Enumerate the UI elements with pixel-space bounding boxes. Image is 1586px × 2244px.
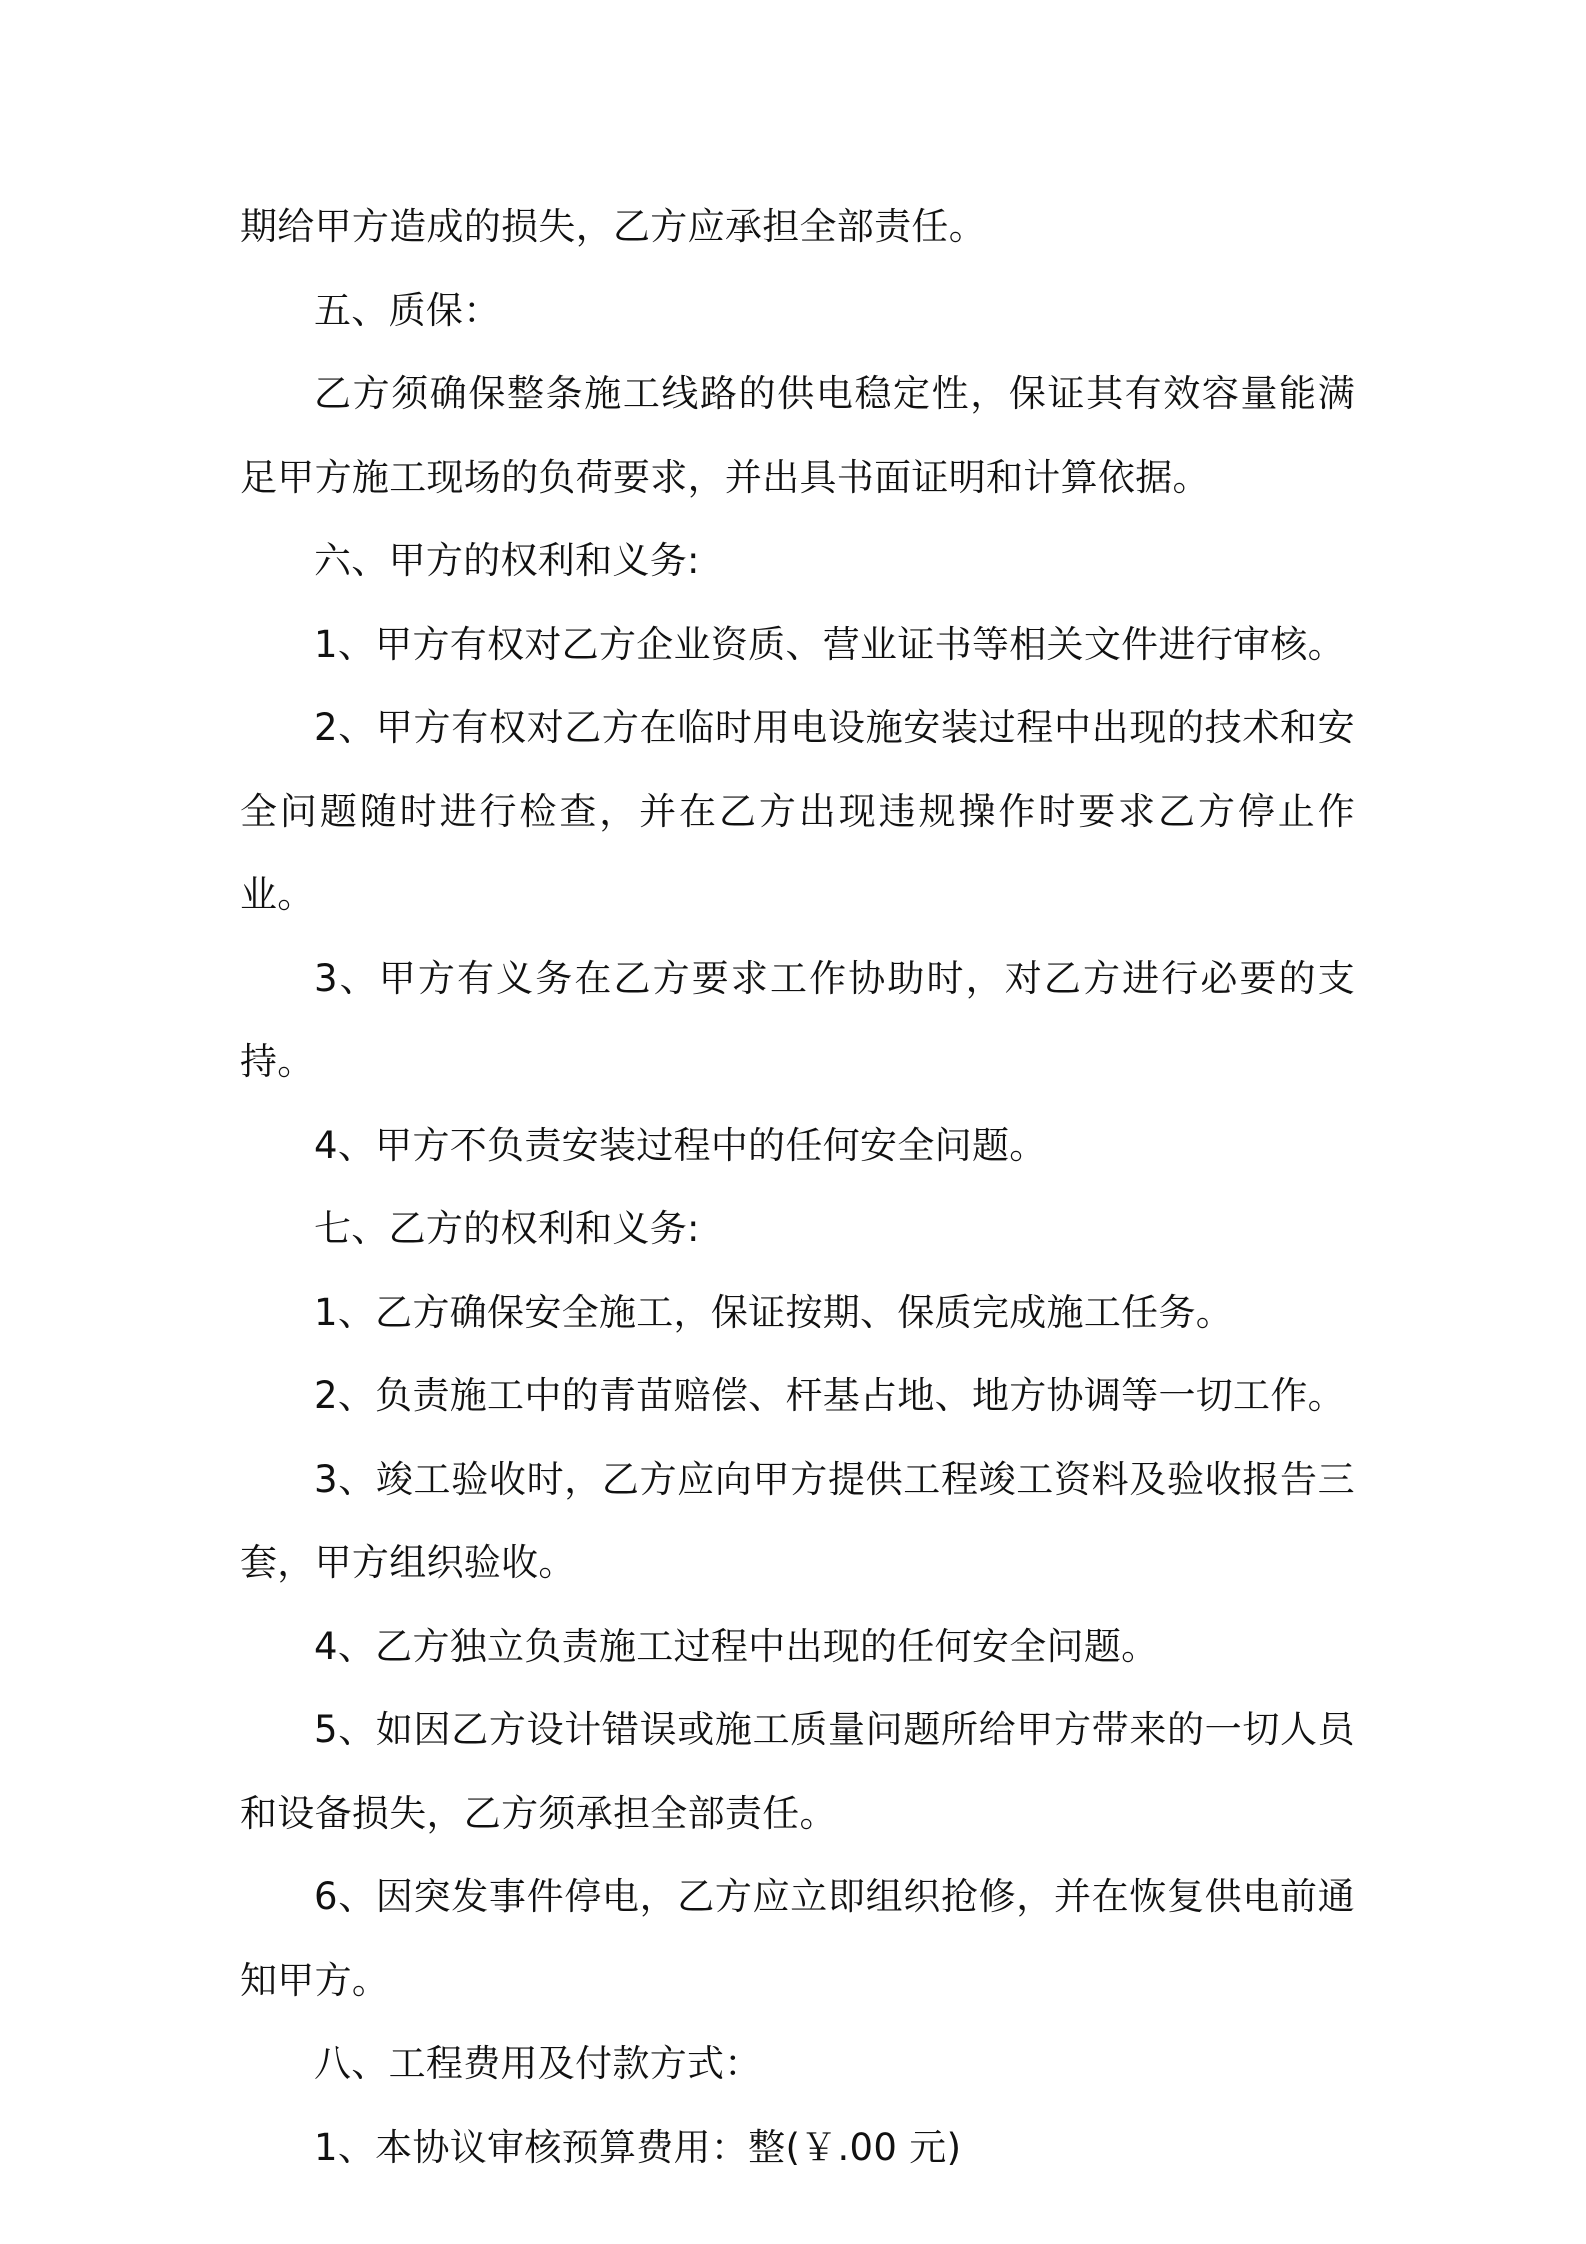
clause-fee-1: 1、本协议审核预算费用：整(￥.00 元) xyxy=(314,2125,962,2169)
clause-b-1: 1、乙方确保安全施工，保证按期、保质完成施工任务。 xyxy=(314,1290,1234,1334)
clause-a-4: 4、甲方不负责安装过程中的任何安全问题。 xyxy=(314,1123,1047,1167)
clause-b-6: 6、因突发事件停电，乙方应立即组织抢修，并在恢复供电前通知甲方。 xyxy=(240,1875,1355,2002)
clause-a-2: 2、甲方有权对乙方在临时用电设施安装过程中出现的技术和安全问题随时进行检查，并在乙方出现违规操作时要求乙方停止作业。 xyxy=(240,706,1355,916)
clause-b-2: 2、负责施工中的青苗赔偿、杆基占地、地方协调等一切工作。 xyxy=(314,1374,1345,1417)
document-body xyxy=(240,185,1355,2189)
section-heading-warranty: 五、质保： xyxy=(314,288,501,332)
clause-b-3: 3、竣工验收时，乙方应向甲方提供工程竣工资料及验收报告三套，甲方组织验收。 xyxy=(240,1457,1355,1584)
clause-a-1: 1、甲方有权对乙方企业资质、营业证书等相关文件进行审核。 xyxy=(314,622,1345,666)
section-heading-party-b-rights: 七、乙方的权利和义务: xyxy=(314,1207,700,1250)
clause-a-3: 3、甲方有义务在乙方要求工作协助时，对乙方进行必要的支持。 xyxy=(240,956,1355,1083)
paragraph-warranty: 乙方须确保整条施工线路的供电稳定性，保证其有效容量能满足甲方施工现场的负荷要求，并出具书面证明和计算依据。 xyxy=(240,372,1355,499)
clause-b-4: 4、乙方独立负责施工过程中出现的任何安全问题。 xyxy=(314,1624,1159,1668)
clause-b-5: 5、如因乙方设计错误或施工质量问题所给甲方带来的一切人员和设备损失，乙方须承担全部责任。 xyxy=(240,1708,1355,1835)
paragraph-continuation: 期给甲方造成的损失，乙方应承担全部责任。 xyxy=(240,205,986,248)
section-heading-party-a-rights: 六、甲方的权利和义务: xyxy=(314,539,700,582)
section-heading-fees: 八、工程费用及付款方式： xyxy=(314,2042,762,2085)
